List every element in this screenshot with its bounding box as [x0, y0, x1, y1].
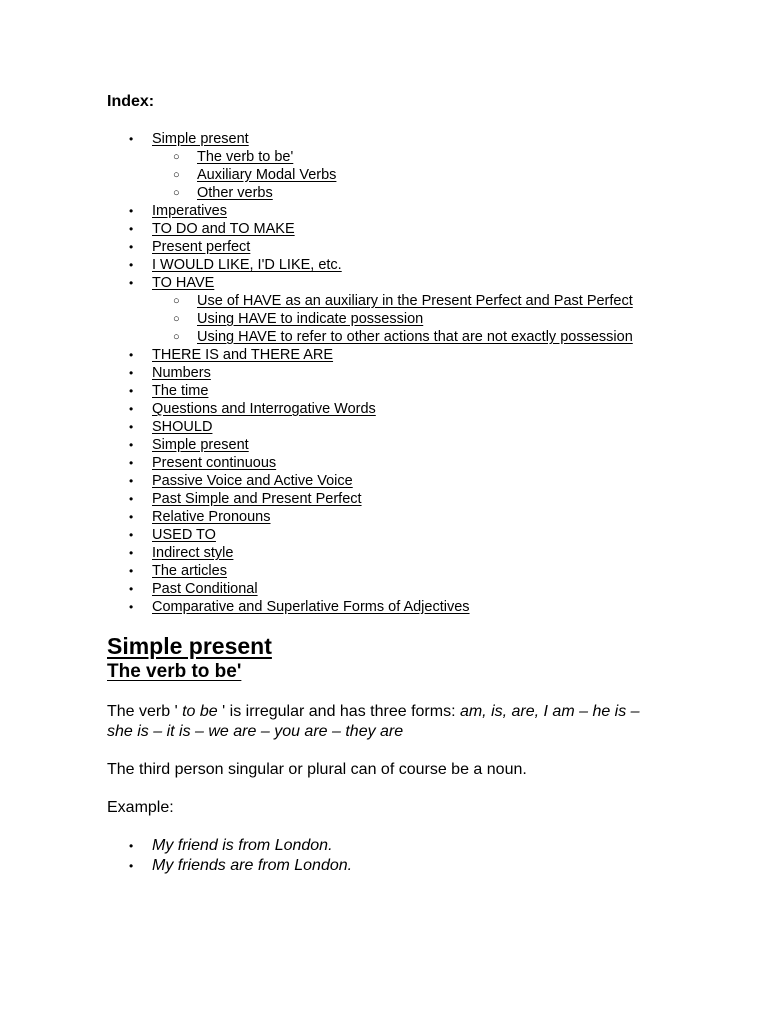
index-title: Index: [107, 93, 155, 110]
index-item [107, 472, 707, 490]
index-link[interactable]: Numbers [152, 365, 211, 381]
bullet-icon: • [129, 402, 134, 416]
index-subitem [107, 292, 707, 310]
bullet-icon: • [129, 132, 134, 146]
bullet-icon: • [129, 582, 134, 596]
bullet-icon: • [129, 839, 134, 853]
bullet-icon: • [129, 510, 134, 524]
bullet-icon: • [129, 528, 134, 542]
index-link[interactable]: Using HAVE to refer to other actions that are not exactly possession [197, 329, 633, 345]
index-link[interactable]: Other verbs [197, 185, 273, 201]
bullet-icon: • [129, 564, 134, 578]
index-item [107, 544, 707, 562]
index-item [107, 382, 707, 400]
index-link[interactable]: Comparative and Superlative Forms of Adjectives [152, 599, 470, 615]
bullet-icon: • [129, 240, 134, 254]
index-item [107, 202, 707, 220]
index-item [107, 454, 707, 472]
example-item [107, 856, 707, 876]
index-item [107, 436, 707, 454]
paragraph-example-label: Example: [107, 799, 174, 816]
index-link[interactable]: Questions and Interrogative Words [152, 401, 376, 417]
index-link[interactable]: Simple present [152, 131, 249, 147]
bullet-icon: • [129, 222, 134, 236]
bullet-icon: • [129, 474, 134, 488]
index-link[interactable]: Auxiliary Modal Verbs [197, 167, 337, 183]
index-link[interactable]: Use of HAVE as an auxiliary in the Present Perfect and Past Perfect [197, 293, 633, 309]
bullet-icon: • [129, 859, 134, 873]
index-item [107, 220, 707, 238]
index-link[interactable]: Using HAVE to indicate possession [197, 311, 424, 327]
paragraph-emphasis: to be [182, 703, 218, 720]
example-list [107, 836, 707, 876]
bullet-icon: • [129, 420, 134, 434]
index-link[interactable]: SHOULD [152, 419, 213, 435]
index-link[interactable]: Past Simple and Present Perfect [152, 491, 362, 507]
index-link[interactable]: The verb to be' [197, 149, 294, 165]
example-item [107, 836, 707, 856]
paragraph-text: The verb ' [107, 703, 183, 720]
index-item [107, 490, 707, 508]
index-subitem [107, 328, 707, 346]
index-link[interactable]: Present perfect [152, 239, 251, 255]
index-subitem [107, 184, 707, 202]
bullet-icon: • [129, 276, 134, 290]
bullet-icon: • [129, 204, 134, 218]
bullet-icon: • [129, 456, 134, 470]
index-link[interactable]: The time [152, 383, 209, 399]
bullet-icon: • [129, 258, 134, 272]
bullet-icon: • [129, 492, 134, 506]
paragraph-emphasis: am, is, are, I am – he is – she is – it is – we are – you are – they are [107, 703, 640, 740]
index-link[interactable]: Past Conditional [152, 581, 258, 597]
section-heading: Simple present [107, 633, 272, 659]
paragraph-text: ' is irregular and has three forms: [217, 703, 460, 720]
hollow-bullet-icon: ○ [173, 151, 180, 163]
index-item [107, 508, 707, 526]
index-item [107, 418, 707, 436]
index-link[interactable]: USED TO [152, 527, 216, 543]
bullet-icon: • [129, 384, 134, 398]
paragraph-verb-forms [107, 702, 667, 742]
index-link[interactable]: Simple present [152, 437, 249, 453]
hollow-bullet-icon: ○ [173, 295, 180, 307]
hollow-bullet-icon: ○ [173, 169, 180, 181]
index-item [107, 598, 707, 616]
bullet-icon: • [129, 366, 134, 380]
index-link[interactable]: The articles [152, 563, 227, 579]
index-subitem [107, 148, 707, 166]
section-subheading: The verb to be' [107, 661, 242, 682]
index-item [107, 130, 707, 148]
bullet-icon: • [129, 438, 134, 452]
bullet-icon: • [129, 546, 134, 560]
index-subitem [107, 310, 707, 328]
example-text: My friend is from London. [152, 837, 333, 854]
index-link[interactable]: I WOULD LIKE, I'D LIKE, etc. [152, 257, 342, 273]
index-item [107, 526, 707, 544]
document-page [107, 92, 707, 876]
hollow-bullet-icon: ○ [173, 331, 180, 343]
index-item [107, 346, 707, 364]
hollow-bullet-icon: ○ [173, 187, 180, 199]
index-item [107, 562, 707, 580]
index-item [107, 274, 707, 292]
bullet-icon: • [129, 600, 134, 614]
index-link[interactable]: Imperatives [152, 203, 227, 219]
index-list [107, 130, 707, 616]
index-link[interactable]: Present continuous [152, 455, 277, 471]
index-item [107, 580, 707, 598]
index-link[interactable]: TO HAVE [152, 275, 215, 291]
index-link[interactable]: TO DO and TO MAKE [152, 221, 295, 237]
bullet-icon: • [129, 348, 134, 362]
hollow-bullet-icon: ○ [173, 313, 180, 325]
example-text: My friends are from London. [152, 857, 353, 874]
paragraph-third-person: The third person singular or plural can of course be a noun. [107, 761, 527, 778]
index-link[interactable]: Relative Pronouns [152, 509, 271, 525]
index-link[interactable]: Indirect style [152, 545, 234, 561]
index-item [107, 364, 707, 382]
index-subitem [107, 166, 707, 184]
index-item [107, 256, 707, 274]
index-link[interactable]: THERE IS and THERE ARE [152, 347, 334, 363]
index-item [107, 238, 707, 256]
index-item [107, 400, 707, 418]
index-link[interactable]: Passive Voice and Active Voice [152, 473, 353, 489]
